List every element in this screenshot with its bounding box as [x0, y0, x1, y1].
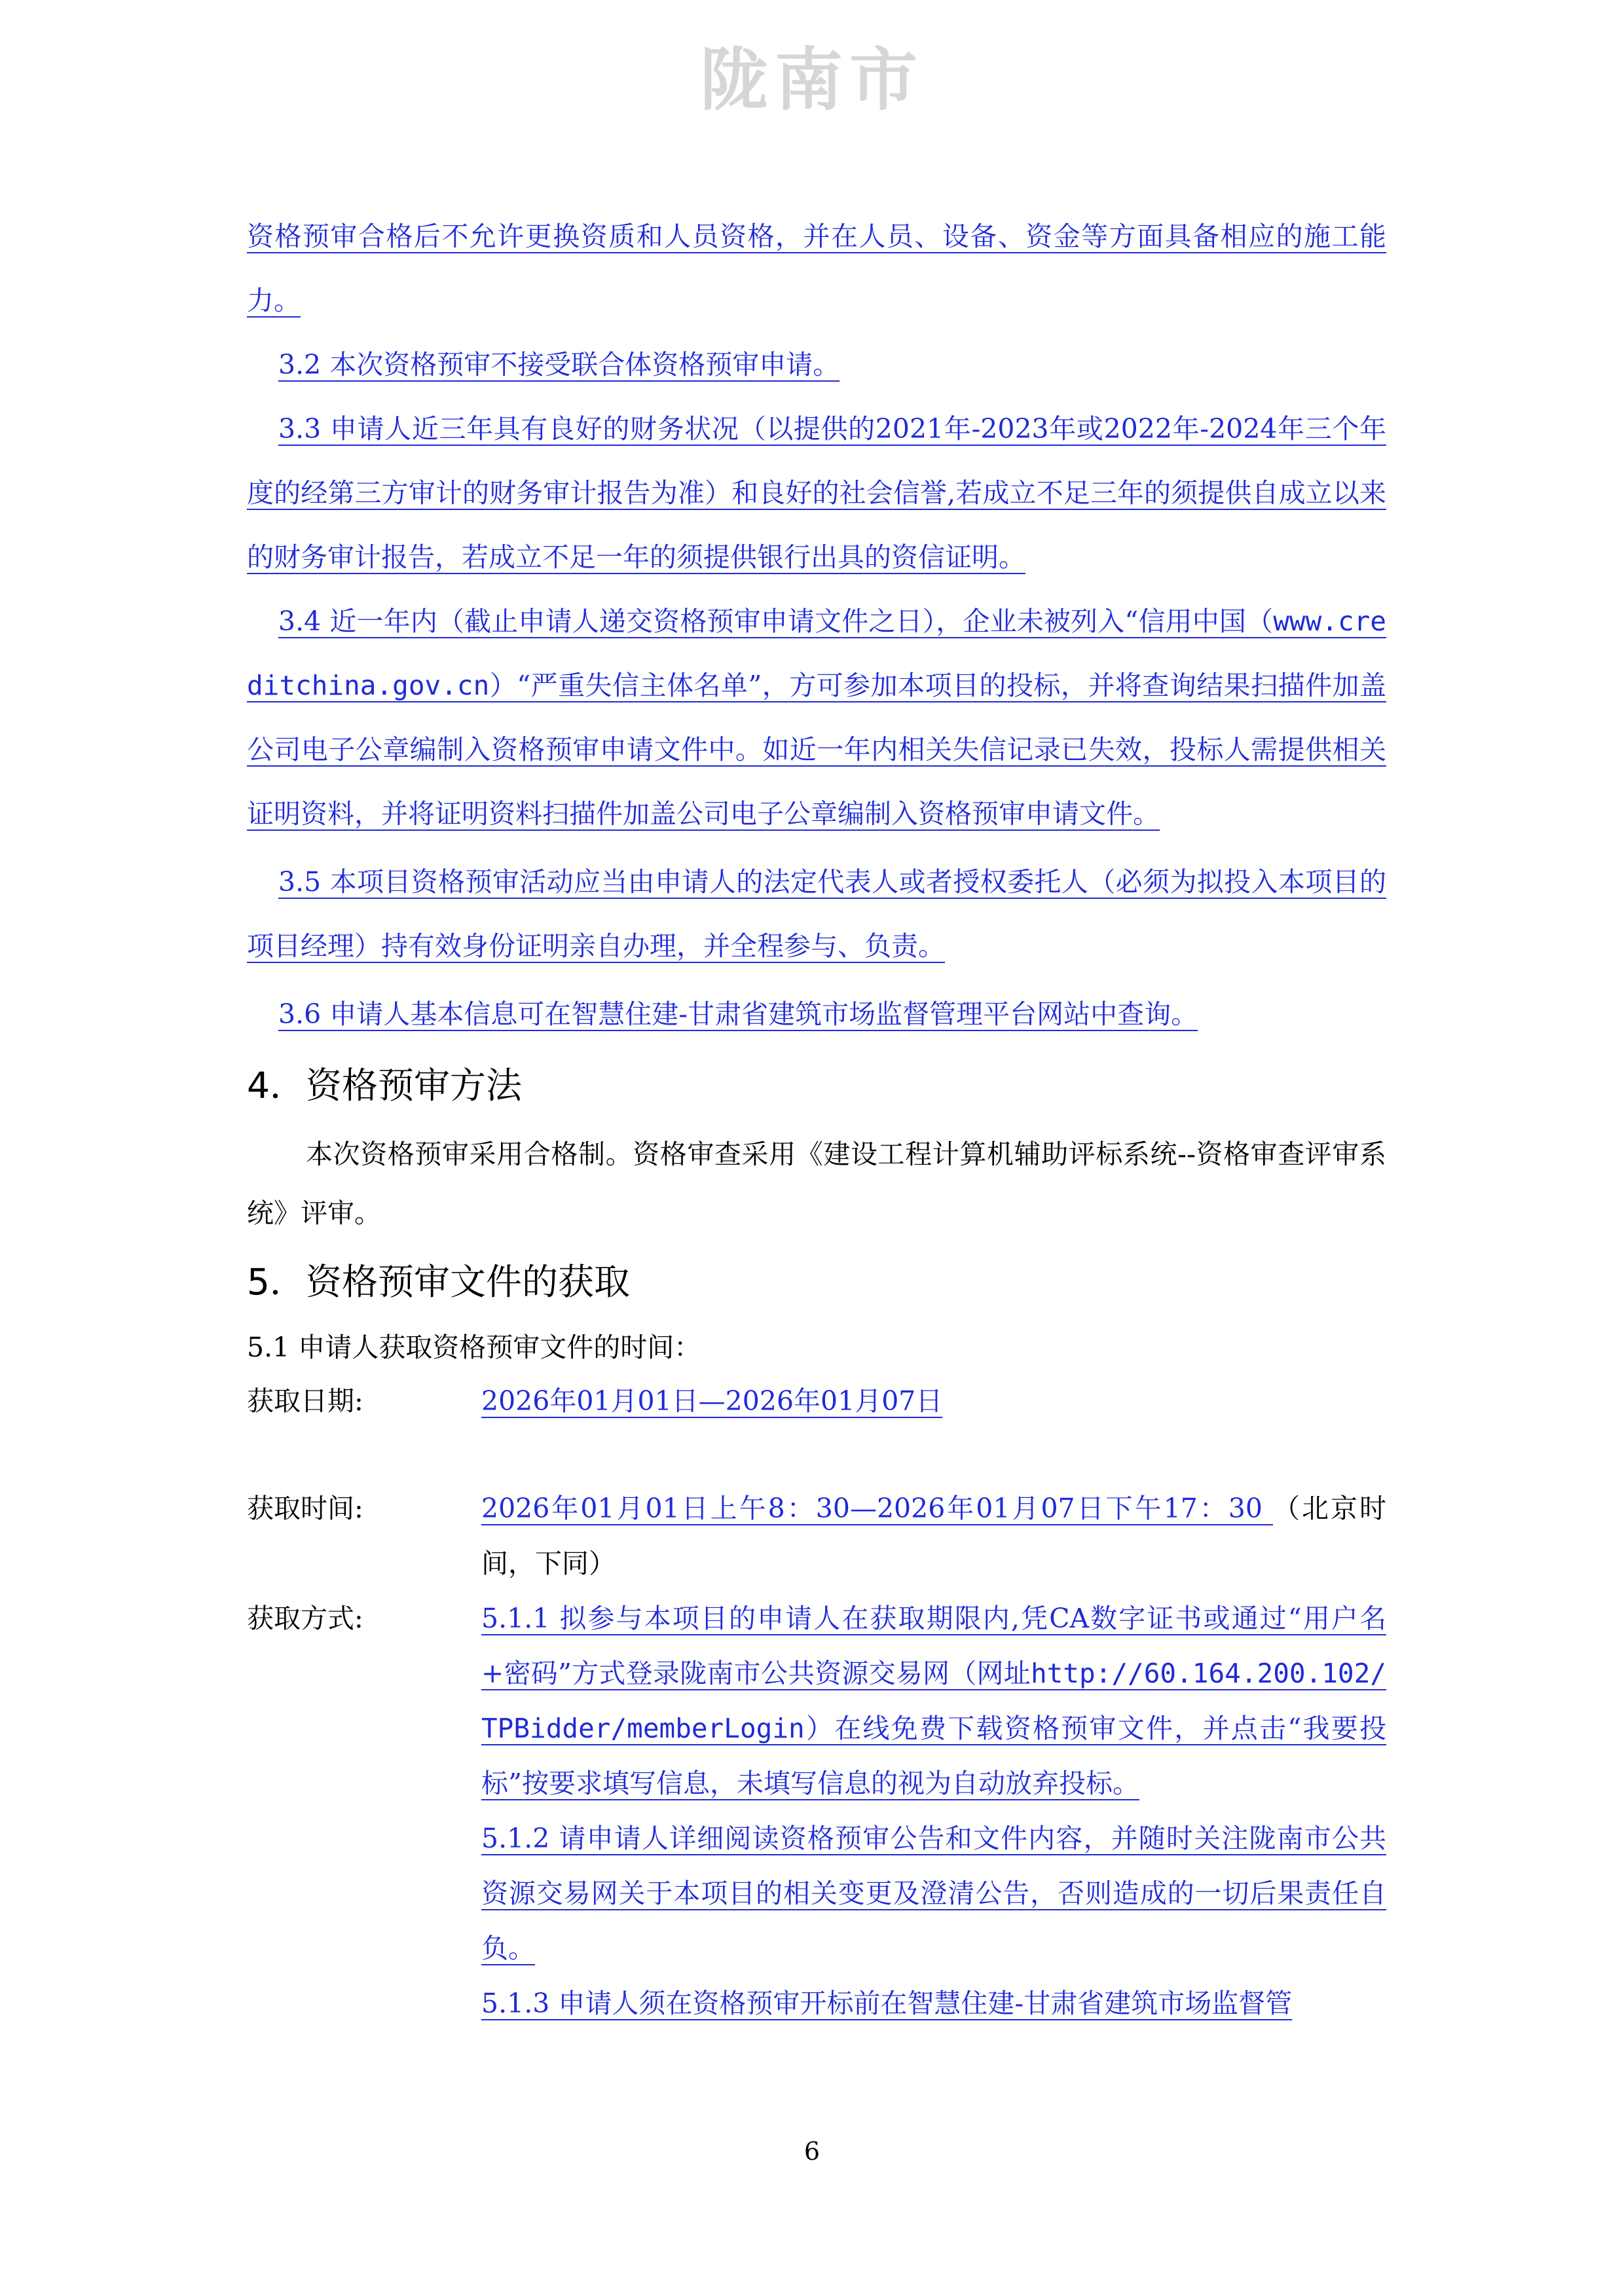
creditchina-link[interactable]: www.creditchina.gov.cn	[247, 606, 1386, 701]
section3-item-3-6	[247, 982, 1386, 1046]
page-number: 6	[803, 2137, 821, 2166]
acquire-method-row	[247, 1591, 1386, 2031]
section3-item-3-5-text: 3.5 本项目资格预审活动应当由申请人的法定代表人或者授权委托人（必须为拟投入本项目的项目经理）持有效身份证明亲自办理，并全程参与、负责。	[247, 866, 1386, 962]
acquire-time-value-wrap	[481, 1481, 1386, 1591]
method-item-5-1-3-text: 5.1.3 申请人须在资格预审开标前在智慧住建-甘肃省建筑市场监督管	[481, 1988, 1293, 2019]
section5-heading: 5．资格预审文件的获取	[247, 1261, 630, 1303]
method-item-5-1-1-text: 5.1.1 拟参与本项目的申请人在获取期限内,凭CA数字证书或通过“用户名+密码”方式登录陇南市公共资源交易网（网址	[481, 1603, 1386, 1689]
acquire-date-value-wrap	[481, 1374, 1386, 1429]
section5-sub-5-1: 5.1 申请人获取资格预审文件的时间：	[247, 1332, 701, 1363]
section3-item-3-4	[247, 589, 1386, 846]
acquire-time-row	[247, 1481, 1386, 1591]
section4-body: 本次资格预审采用合格制。资格审查采用《建设工程计算机辅助评标系统--资格审查评审系统》评审。	[247, 1139, 1386, 1229]
section4-heading: 4．资格预审方法	[247, 1065, 522, 1106]
acquire-date-value: 2026年01月01日—2026年01月07日	[481, 1385, 943, 1417]
acquire-time-suffix: （北京时间，下同）	[481, 1493, 1386, 1579]
acquire-method-items	[481, 1591, 1386, 2031]
spacer	[247, 1429, 1386, 1481]
section3-item-3-3-text: 3.3 申请人近三年具有良好的财务状况（以提供的2021年-2023年或2022年-2024年三个年度的经第三方审计的财务审计报告为准）和良好的社会信誉,若成立不足三年的须提供自成立以来的财务审计报告，若成立不足一年的须提供银行出具的资信证明。	[247, 413, 1386, 573]
section3-item-3-4-text-a: 3.4 近一年内（截止申请人递交资格预审申请文件之日），企业未被列入“信用中国（	[278, 606, 1274, 637]
section3-item-3-3	[247, 397, 1386, 589]
header-watermark: 陇南市	[699, 40, 924, 120]
acquire-date-label: 获取日期:	[247, 1385, 363, 1417]
method-item-5-1-2-text: 5.1.2 请申请人详细阅读资格预审公告和文件内容，并随时关注陇南市公共资源交易网关于本项目的相关变更及澄清公告，否则造成的一切后果责任自负。	[481, 1823, 1386, 1964]
section3-item-3-6-text: 3.6 申请人基本信息可在智慧住建-甘肃省建筑市场监督管理平台网站中查询。	[278, 998, 1198, 1030]
method-item-5-1-3	[481, 1976, 1386, 2031]
section3-paragraph-1-text: 资格预审合格后不允许更换资质和人员资格，并在人员、设备、资金等方面具备相应的施工能力。	[247, 221, 1386, 316]
method-item-5-1-1	[481, 1591, 1386, 1811]
section3-item-3-2-text: 3.2 本次资格预审不接受联合体资格预审申请。	[278, 349, 840, 380]
member-login-link[interactable]: http://60.164.200.102/TPBidder/memberLogin	[481, 1658, 1386, 1744]
acquire-time-label: 获取时间:	[247, 1493, 363, 1524]
acquire-date-row	[247, 1374, 1386, 1429]
method-item-5-1-1-text-b: ）在线免费下载资格预审文件，并点击“我要投标”按要求填写信息，未填写信息的视为自动放弃投标。	[481, 1713, 1386, 1799]
section3-item-3-4-text-b: ）“严重失信主体名单”，方可参加本项目的投标，并将查询结果扫描件加盖公司电子公章编制入资格预审申请文件中。如近一年内相关失信记录已失效，投标人需提供相关证明资料，并将证明资料扫描件加盖公司电子公章编制入资格预审申请文件。	[247, 670, 1386, 829]
section3-paragraph-1	[247, 204, 1386, 333]
document-body	[247, 204, 1386, 2031]
acquire-method-label: 获取方式:	[247, 1603, 363, 1634]
section3-item-3-5	[247, 850, 1386, 978]
method-item-5-1-2	[481, 1811, 1386, 1976]
acquire-time-value: 2026年01月01日上午8：30—2026年01月07日下午17：30	[481, 1493, 1273, 1524]
section3-item-3-2	[247, 333, 1386, 397]
